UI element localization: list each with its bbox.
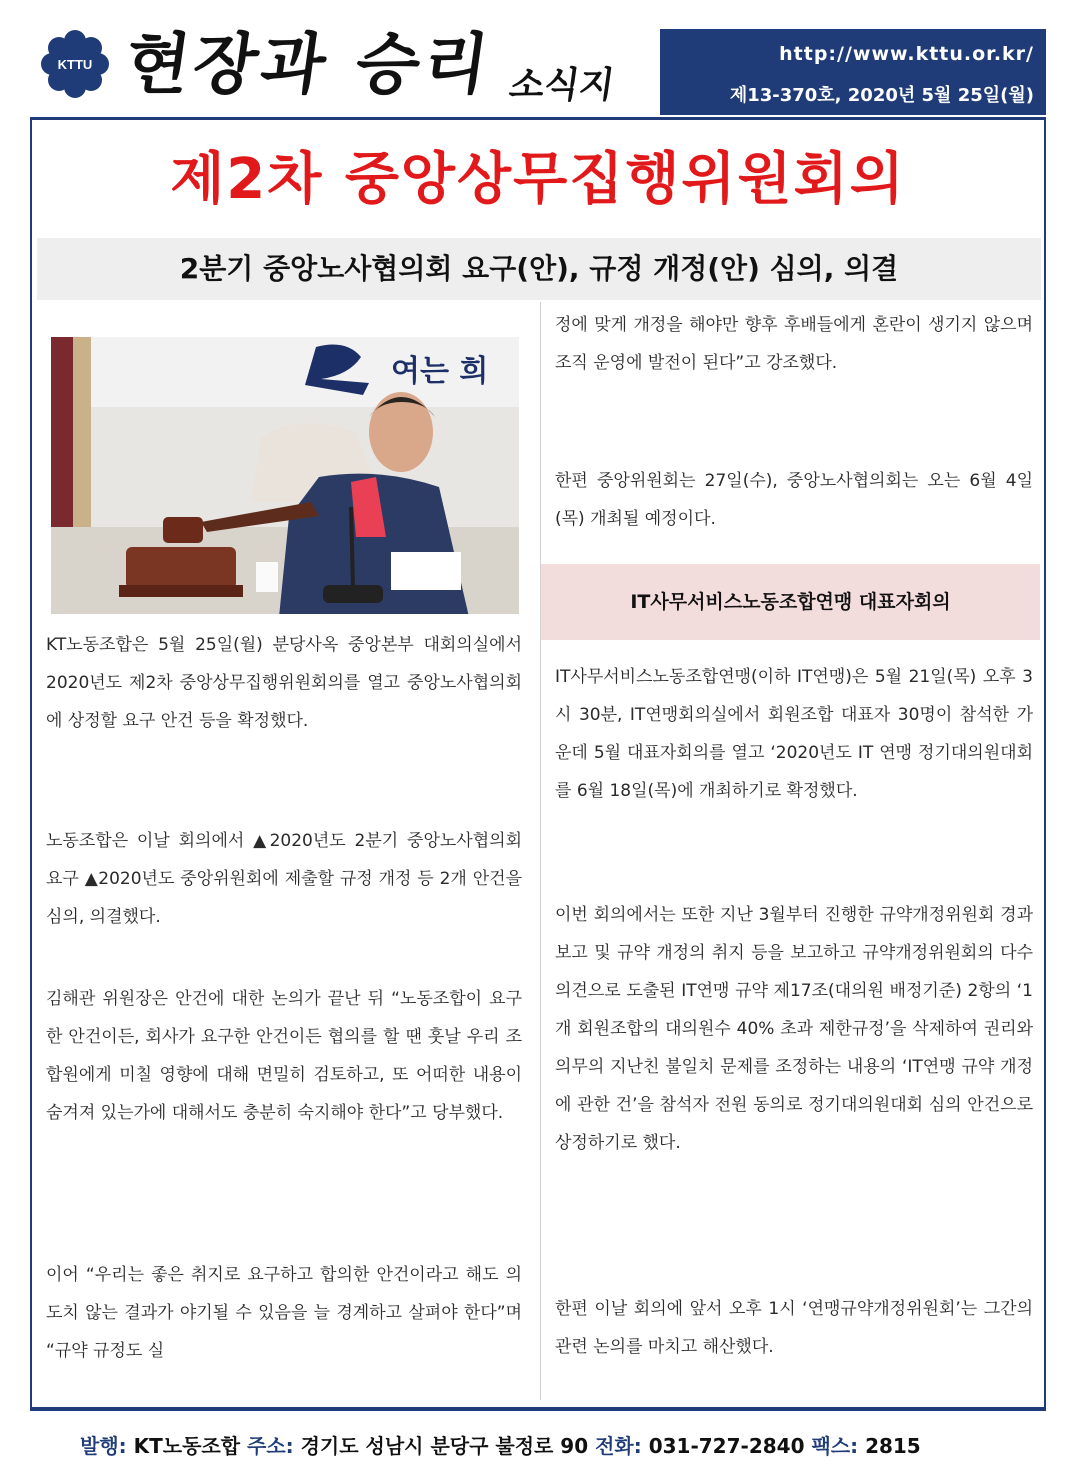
masthead [30,15,1046,115]
fax-label: 팩스: [811,1434,859,1458]
issue-box [660,29,1046,115]
sidebar-paragraph-3: 한편 이날 회의에 앞서 오후 1시 ‘연맹규약개정위원회’는 그간의 관련 논의를 마치고 해산했다. [555,1299,1033,1357]
address-label: 주소: [247,1434,294,1458]
chairman-gavel-image [51,337,519,614]
kttu-logo [40,29,110,99]
meeting-photo [51,337,519,614]
right-paragraph-2: 한편 중앙위원회는 27일(수), 중앙노사협의회는 오는 6월 4일(목) 개최될 예정이다. [555,471,1033,529]
paper-subtitle: 소식지 [506,65,617,106]
flower-logo-icon [40,29,110,99]
sidebar-article-title: IT사무서비스노동조합연맹 대표자회의 [541,564,1040,640]
subheadline: 2분기 중앙노사협의회 요구(안), 규정 개정(안) 심의, 의결 [37,238,1041,300]
frame-bottom-rule [30,1407,1046,1411]
publisher-name: KT노동조합 [133,1434,241,1458]
paper-title: 현장과 승리 [120,25,498,103]
fax-value: 2815 [865,1434,921,1458]
left-paragraph-3: 김해관 위원장은 안건에 대한 논의가 끝난 뒤 “노동조합이 요구한 안건이든, 회사가 요구한 안건이든 협의를 할 땐 훗날 우리 조합원에게 미칠 영향에 대해 면밀히 검토하고, 또 어떠한 내용이 숨겨져 있는가에 대해서도 충분히 숙지해야 한다”고 당부했다. [46,989,522,1123]
issue-number-date: 제13-370호, 2020년 5월 25일(월) [729,85,1034,106]
phone-value: 031-727-2840 [648,1434,805,1458]
left-paragraph-2: 노동조합은 이날 회의에서 ▲2020년도 2분기 중앙노사협의회 요구 ▲2020년도 중앙위원회에 제출할 규정 개정 등 2개 안건을 심의, 의결했다. [46,831,522,927]
left-paragraph-1: KT노동조합은 5월 25일(월) 분당사옥 중앙본부 대회의실에서 2020년도 제2차 중앙상무집행위원회의를 열고 중앙노사협의회에 상정할 요구 안건 등을 확정했다. [46,635,522,731]
address-value: 경기도 성남시 분당구 불정로 90 [300,1434,589,1458]
right-paragraph-1: 정에 맞게 개정을 해야만 향후 후배들에게 혼란이 생기지 않으며 조직 운영에 발전이 된다”고 강조했다. [555,315,1033,373]
left-paragraph-4: 이어 “우리는 좋은 취지로 요구하고 합의한 안건이라고 해도 의도치 않는 결과가 야기될 수 있음을 늘 경계하고 살펴야 한다”며 “규약 규정도 실 [46,1265,522,1361]
sidebar-paragraph-1: IT사무서비스노동조합연맹(이하 IT연맹)은 5월 21일(목) 오후 3시 30분, IT연맹회의실에서 회원조합 대표자 30명이 참석한 가운데 5월 대표자회의를 열고 ‘2020년도 IT 연맹 정기대의원대회를 6월 18일(목)에 개최하기로 확정했다. [555,667,1033,801]
logo-text: KTTU [57,57,93,72]
svg-text:여는 희 [391,354,488,389]
website-url[interactable]: http://www.kttu.or.kr/ [779,43,1034,65]
photo-banner-text: 여는 희 [391,354,489,389]
headline: 제2차 중앙상무집행위원회의 [170,147,906,212]
sidebar-paragraph-2: 이번 회의에서는 또한 지난 3월부터 진행한 규약개정위원회 경과보고 및 규약 개정의 취지 등을 보고하고 규약개정위원회의 다수 의견으로 도출된 IT연맹 규약 제17조(대의원 배정기준) 2항의 ‘1개 회원조합의 대의원수 40% 초과 제한규정’을 삭제하여 권리와 의무의 지난친 불일치 문제를 조정하는 내용의 ‘IT연맹 규약 개정에 관한 건’을 참석자 전원 동의로 정기대의원대회 심의 안건으로 상정하기로 했다. [555,905,1033,1153]
footer-contact [80,1430,921,1459]
publisher-label: 발행: [80,1434,127,1458]
phone-label: 전화: [595,1434,642,1458]
